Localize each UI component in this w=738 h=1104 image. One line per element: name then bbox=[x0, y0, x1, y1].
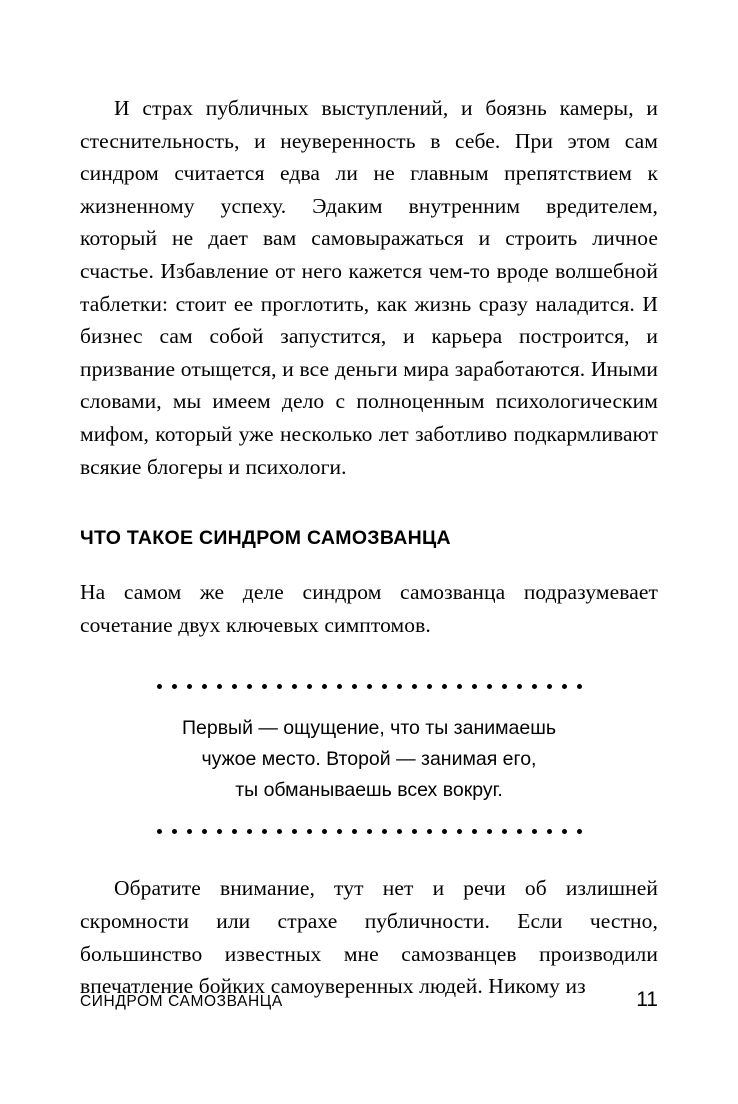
dot bbox=[277, 829, 282, 834]
dot bbox=[292, 684, 297, 689]
footer-running-title: СИНДРОМ САМОЗВАНЦА bbox=[80, 993, 283, 1010]
dot bbox=[472, 829, 477, 834]
dot bbox=[532, 684, 537, 689]
dot bbox=[187, 684, 192, 689]
dot bbox=[412, 684, 417, 689]
dot bbox=[427, 829, 432, 834]
dot bbox=[292, 829, 297, 834]
dot bbox=[517, 684, 522, 689]
dot bbox=[562, 684, 567, 689]
paragraph-closing: Обратите внимание, тут нет и речи об излишней скромности или страхе публичности. Если честно, большинство известных мне самозванцев производили впечатление бойких самоуверенных людей. Никому из bbox=[80, 876, 658, 999]
pullquote-text bbox=[138, 713, 600, 806]
dot bbox=[517, 829, 522, 834]
dot bbox=[232, 829, 237, 834]
dot bbox=[397, 829, 402, 834]
dot bbox=[442, 829, 447, 834]
dot bbox=[202, 684, 207, 689]
pullquote-line: Первый — ощущение, что ты занимаешь bbox=[181, 717, 557, 740]
dot bbox=[352, 684, 357, 689]
dot bbox=[217, 684, 222, 689]
dot bbox=[337, 829, 342, 834]
dot bbox=[157, 829, 162, 834]
dot bbox=[217, 829, 222, 834]
dot bbox=[172, 829, 177, 834]
dot bbox=[307, 684, 312, 689]
dot bbox=[307, 829, 312, 834]
dot bbox=[457, 829, 462, 834]
page-footer bbox=[80, 988, 658, 1012]
paragraph-opening: И страх публичных выступлений, и боязнь камеры, и стеснительность, и неуверенность в себе. При этом сам синдром считается едва ли не главным препятствием к жизненному успеху. Эдаким внутренним вредителем, который не дает вам самовыражаться и строить личное счастье. Избавление от него кажется чем-то вроде волшебной таблетки: стоит ее проглотить, как жизнь сразу наладится. И бизнес сам собой запустится, и карьера построится, и призвание отыщется, и все деньги мира заработаются. Иными словами, мы имеем дело с полноценным психологическим мифом, который уже несколько лет заботливо подкармливают всякие блогеры и психологи. bbox=[80, 96, 658, 479]
dot bbox=[382, 829, 387, 834]
dot bbox=[487, 684, 492, 689]
dot bbox=[547, 829, 552, 834]
footer-page-number: 11 bbox=[636, 988, 658, 1011]
pullquote-block bbox=[80, 681, 658, 836]
dot-rule-bottom bbox=[149, 826, 589, 836]
dot bbox=[382, 684, 387, 689]
dot bbox=[187, 829, 192, 834]
dot bbox=[262, 684, 267, 689]
dot bbox=[322, 684, 327, 689]
paragraph-after-heading: На самом же деле синдром самозванца подразумевает сочетание двух ключевых симптомов. bbox=[80, 580, 658, 637]
dot bbox=[502, 684, 507, 689]
dot bbox=[427, 684, 432, 689]
dot bbox=[487, 829, 492, 834]
dot bbox=[367, 684, 372, 689]
dot bbox=[247, 684, 252, 689]
dot bbox=[397, 684, 402, 689]
dot bbox=[532, 829, 537, 834]
dot bbox=[442, 684, 447, 689]
dot bbox=[172, 684, 177, 689]
dot bbox=[367, 829, 372, 834]
dot bbox=[202, 829, 207, 834]
dot bbox=[157, 684, 162, 689]
dot bbox=[322, 829, 327, 834]
pullquote-line: ты обманываешь всех вокруг. bbox=[235, 779, 503, 802]
dot bbox=[262, 829, 267, 834]
dot-rule-top bbox=[149, 681, 589, 691]
dot bbox=[277, 684, 282, 689]
dot bbox=[457, 684, 462, 689]
dot bbox=[577, 829, 582, 834]
section-heading: ЧТО ТАКОЕ СИНДРОМ САМОЗВАНЦА bbox=[80, 527, 451, 550]
dot bbox=[232, 684, 237, 689]
dot bbox=[577, 684, 582, 689]
pullquote-line: чужое место. Второй — занимая его, bbox=[201, 748, 537, 771]
dot bbox=[502, 829, 507, 834]
dot bbox=[352, 829, 357, 834]
dot bbox=[547, 684, 552, 689]
dot bbox=[562, 829, 567, 834]
dot bbox=[412, 829, 417, 834]
dot bbox=[337, 684, 342, 689]
dot bbox=[472, 684, 477, 689]
dot bbox=[247, 829, 252, 834]
